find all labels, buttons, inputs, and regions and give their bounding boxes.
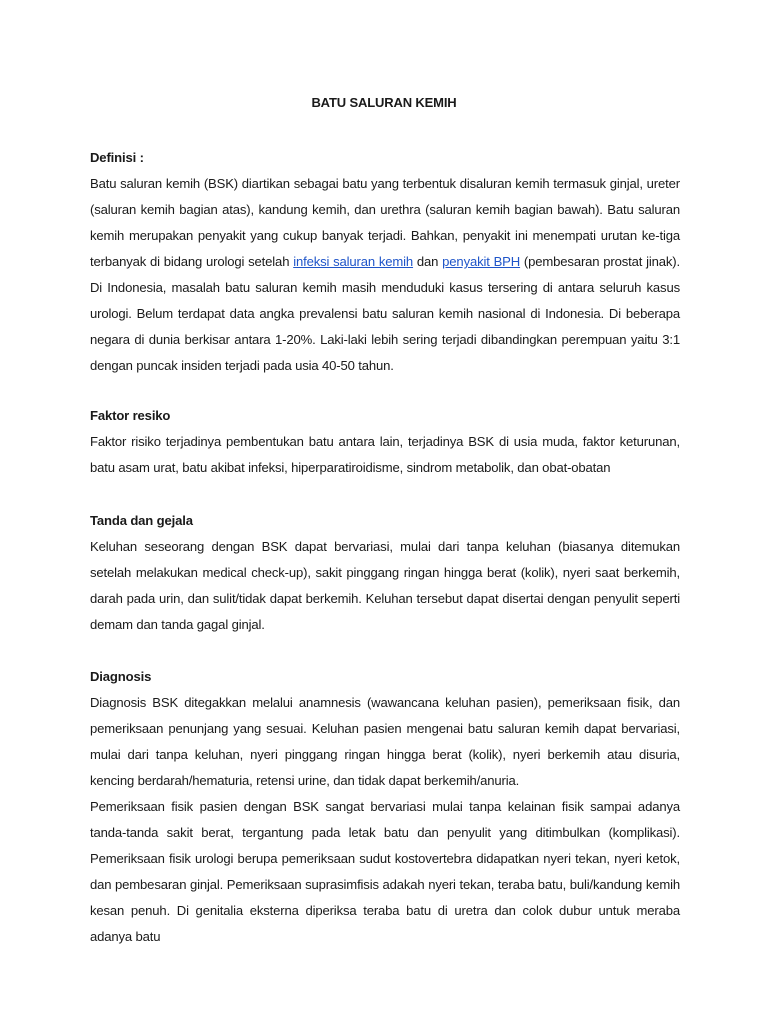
heading-tanda-gejala: Tanda dan gejala <box>90 513 193 528</box>
section-definisi <box>90 145 680 379</box>
paragraph-tanda-gejala: Keluhan seseorang dengan BSK dapat bervariasi, mulai dari tanpa keluhan (biasanya ditemukan setelah melakukan medical check-up), sakit pinggang ringan hingga berat (kolik), nyeri saat berkemih, darah pada urin, dan sulit/tidak dapat berkemih. Keluhan tersebut dapat disertai dengan penyulit seperti demam dan tanda gagal ginjal. <box>90 539 680 632</box>
paragraph-definisi <box>90 171 680 379</box>
paragraph-diagnosis-2: Pemeriksaan fisik pasien dengan BSK sangat bervariasi mulai tanpa kelainan fisik sampai adanya tanda-tanda sakit berat, tergantung pada letak batu dan penyulit yang ditimbulkan (komplikasi). Pemeriksaan fisik urologi berupa pemeriksaan sudut kostovertebra didapatkan nyeri tekan, nyeri ketok, dan pembesaran ginjal. Pemeriksaan suprasimfisis adakah nyeri tekan, teraba batu, buli/kandung kemih kesan penuh. Di genitalia eksterna diperiksa teraba batu di uretra dan colok dubur untuk meraba adanya batu <box>90 799 680 944</box>
heading-faktor-resiko: Faktor resiko <box>90 408 171 423</box>
section-diagnosis <box>90 664 680 950</box>
section-tanda-gejala <box>90 508 680 638</box>
paragraph-text: dan <box>413 254 443 269</box>
paragraph-text: Batu saluran kemih (BSK) diartikan sebagai batu yang terbentuk disaluran kemih termasuk ginjal, ureter (saluran kemih bagian atas), kandung kemih, dan urethra (saluran kemih bagian bawah). Batu saluran kemih merupakan penyakit yang cukup banyak terjadi. Bahkan, penyakit ini menempati urutan ke-tiga terbanyak di bidang urologi setelah <box>90 176 680 269</box>
paragraph-faktor-resiko: Faktor risiko terjadinya pembentukan batu antara lain, terjadinya BSK di usia muda, faktor keturunan, batu asam urat, batu akibat infeksi, hiperparatiroidisme, sindrom metabolik, dan obat-obatan <box>90 434 680 475</box>
page-title: BATU SALURAN KEMIH <box>311 95 457 110</box>
section-faktor-resiko <box>90 403 680 481</box>
paragraph-text: (pembesaran prostat jinak). Di Indonesia, masalah batu saluran kemih masih menduduki kasus tersering di antara seluruh kasus urologi. Belum terdapat data angka prevalensi batu saluran kemih nasional di Indonesia. Di beberapa negara di dunia berkisar antara 1-20%. Laki-laki lebih sering terjadi dibandingkan perempuan yaitu 3:1 dengan puncak insiden terjadi pada usia 40-50 tahun. <box>90 254 681 373</box>
heading-diagnosis: Diagnosis <box>90 669 152 684</box>
paragraph-diagnosis-1: Diagnosis BSK ditegakkan melalui anamnesis (wawancana keluhan pasien), pemeriksaan fisik, dan pemeriksaan penunjang yang sesuai. Keluhan pasien mengenai batu saluran kemih dapat bervariasi, mulai dari tanpa keluhan, nyeri pinggang ringan hingga berat (kolik), nyeri berkemih atau disuria, kencing berdarah/hematuria, retensi urine, dan tidak dapat berkemih/anuria. <box>90 695 680 788</box>
link-infeksi-saluran-kemih[interactable]: infeksi saluran kemih <box>293 254 414 269</box>
link-penyakit-bph[interactable]: penyakit BPH <box>442 254 521 269</box>
heading-definisi: Definisi : <box>90 150 144 165</box>
